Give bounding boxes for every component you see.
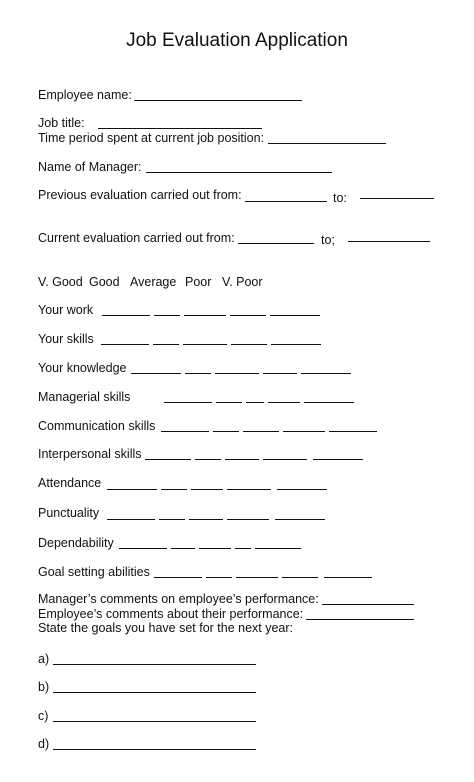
rating-blank[interactable] — [184, 315, 226, 316]
rating-blank[interactable] — [164, 402, 212, 403]
rating-blank[interactable] — [236, 577, 278, 578]
employee-name-label: Employee name: — [38, 88, 132, 102]
curr-eval-to-label: to; — [321, 233, 335, 247]
criterion-label: Attendance — [38, 476, 102, 490]
time-period-label: Time period spent at current job position: — [38, 131, 265, 145]
rating-blank[interactable] — [268, 402, 300, 403]
rating-blank[interactable] — [246, 402, 264, 403]
curr-eval-to-field[interactable] — [348, 241, 430, 242]
manager-label: Name of Manager: — [38, 160, 142, 174]
rating-blank[interactable] — [277, 489, 327, 490]
goal-item-label: d) — [38, 737, 50, 751]
rating-blank[interactable] — [243, 431, 279, 432]
rating-blank[interactable] — [161, 431, 209, 432]
goal-item-label: b) — [38, 680, 50, 694]
rating-blank[interactable] — [107, 489, 157, 490]
job-title-field[interactable] — [98, 128, 262, 129]
rating-blank[interactable] — [263, 459, 307, 460]
rating-vpoor: V. Poor — [222, 275, 263, 289]
rating-blank[interactable] — [102, 315, 150, 316]
rating-blank[interactable] — [154, 577, 202, 578]
job-title-label: Job title: — [38, 116, 85, 130]
manager-comments-field[interactable] — [322, 604, 414, 605]
rating-average: Average — [130, 275, 177, 289]
criterion-label: Dependability — [38, 536, 114, 550]
rating-blank[interactable] — [313, 459, 363, 460]
rating-blank[interactable] — [131, 373, 181, 374]
rating-blank[interactable] — [324, 577, 372, 578]
rating-blank[interactable] — [119, 548, 167, 549]
rating-blank[interactable] — [225, 459, 259, 460]
employee-comments-label: Employee’s comments about their performance: — [38, 607, 304, 621]
rating-blank[interactable] — [171, 548, 195, 549]
curr-eval-label: Current evaluation carried out from: — [38, 231, 235, 245]
criterion-label: Managerial skills — [38, 390, 131, 404]
rating-blank[interactable] — [154, 315, 180, 316]
curr-eval-from-field[interactable] — [238, 243, 314, 244]
rating-blank[interactable] — [213, 431, 239, 432]
form-title: Job Evaluation Application — [126, 30, 348, 51]
rating-blank[interactable] — [271, 344, 321, 345]
rating-vgood: V. Good — [38, 275, 83, 289]
rating-blank[interactable] — [275, 519, 325, 520]
goal-item-label: c) — [38, 709, 49, 723]
rating-blank[interactable] — [255, 548, 301, 549]
rating-blank[interactable] — [189, 519, 223, 520]
rating-blank[interactable] — [235, 548, 251, 549]
goal-item-field[interactable] — [53, 692, 256, 693]
rating-blank[interactable] — [161, 489, 187, 490]
rating-blank[interactable] — [282, 577, 318, 578]
manager-comments-label: Manager’s comments on employee’s performance: — [38, 592, 319, 606]
rating-blank[interactable] — [329, 431, 377, 432]
prev-eval-to-field[interactable] — [360, 198, 434, 199]
rating-blank[interactable] — [270, 315, 320, 316]
criterion-label: Communication skills — [38, 419, 156, 433]
goals-label: State the goals you have set for the next year: — [38, 621, 294, 635]
rating-blank[interactable] — [283, 431, 325, 432]
prev-eval-to-label: to: — [333, 191, 347, 205]
employee-comments-field[interactable] — [306, 619, 414, 620]
rating-blank[interactable] — [206, 577, 232, 578]
rating-blank[interactable] — [230, 315, 266, 316]
goal-item-label: a) — [38, 652, 50, 666]
rating-blank[interactable] — [231, 344, 267, 345]
time-period-field[interactable] — [268, 143, 386, 144]
employee-name-field[interactable] — [134, 100, 302, 101]
rating-blank[interactable] — [183, 344, 227, 345]
rating-blank[interactable] — [195, 459, 221, 460]
criterion-label: Goal setting abilities — [38, 565, 150, 579]
goal-item-field[interactable] — [53, 749, 256, 750]
rating-blank[interactable] — [199, 548, 231, 549]
goal-item-field[interactable] — [53, 664, 256, 665]
criterion-label: Your knowledge — [38, 361, 127, 375]
rating-blank[interactable] — [101, 344, 149, 345]
rating-blank[interactable] — [216, 402, 242, 403]
rating-blank[interactable] — [159, 519, 185, 520]
manager-field[interactable] — [146, 172, 332, 173]
rating-blank[interactable] — [191, 489, 223, 490]
rating-blank[interactable] — [107, 519, 155, 520]
prev-eval-label: Previous evaluation carried out from: — [38, 188, 242, 202]
rating-poor: Poor — [185, 275, 212, 289]
goal-item-field[interactable] — [53, 721, 256, 722]
rating-blank[interactable] — [301, 373, 351, 374]
rating-blank[interactable] — [227, 519, 269, 520]
criterion-label: Punctuality — [38, 506, 100, 520]
rating-blank[interactable] — [304, 402, 354, 403]
rating-blank[interactable] — [185, 373, 211, 374]
rating-blank[interactable] — [263, 373, 297, 374]
rating-good: Good — [89, 275, 120, 289]
rating-blank[interactable] — [215, 373, 259, 374]
criterion-label: Your skills — [38, 332, 94, 346]
criterion-label: Your work — [38, 303, 94, 317]
criterion-label: Interpersonal skills — [38, 447, 142, 461]
rating-blank[interactable] — [145, 459, 191, 460]
rating-blank[interactable] — [227, 489, 271, 490]
rating-blank[interactable] — [153, 344, 179, 345]
prev-eval-from-field[interactable] — [245, 201, 327, 202]
